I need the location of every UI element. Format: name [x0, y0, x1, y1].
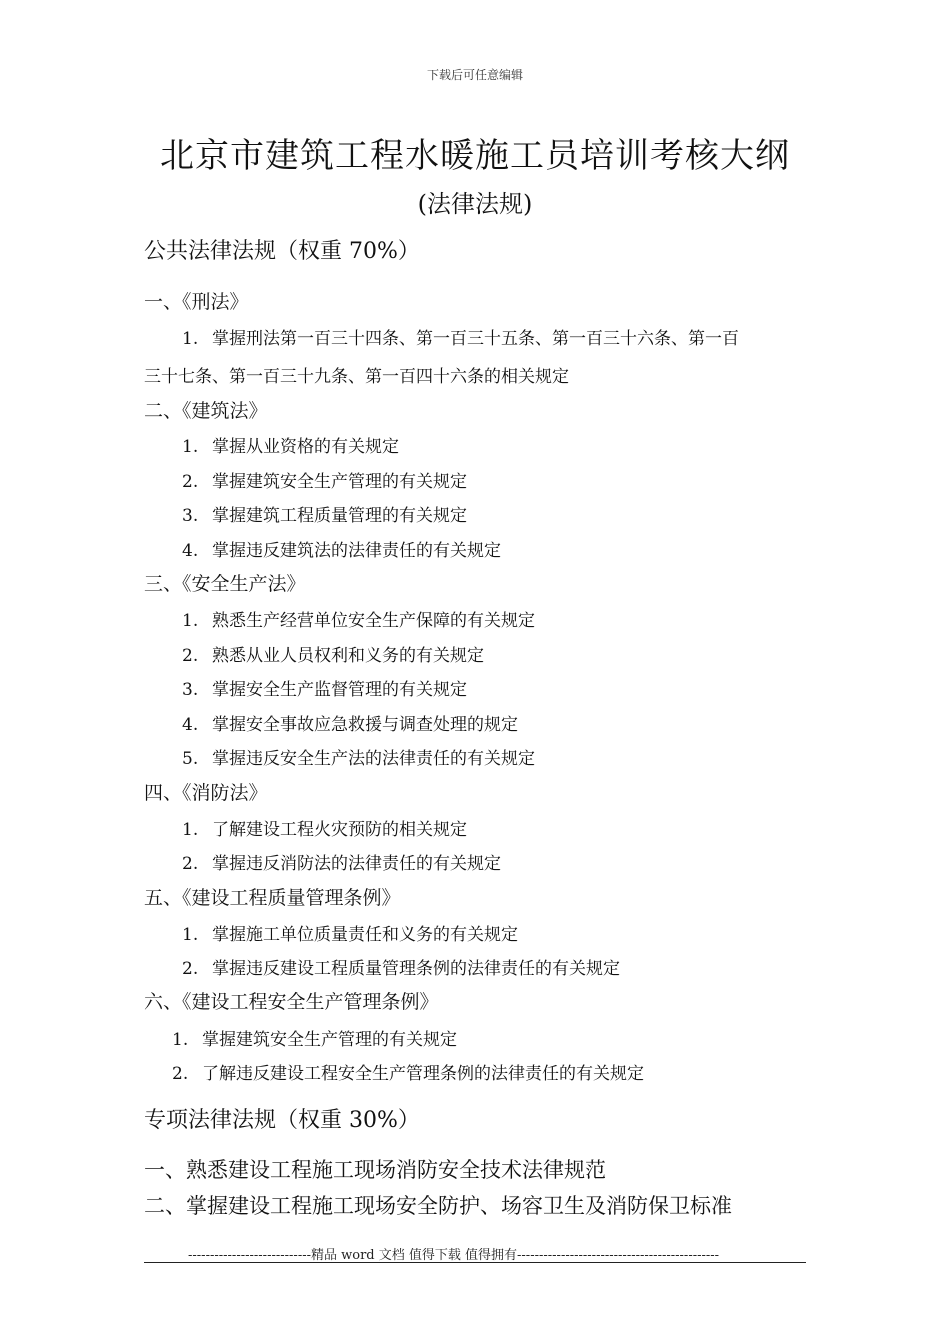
list-item: [182, 920, 518, 945]
list-item: [182, 324, 739, 349]
header-note: 下载后可任意编辑: [426, 68, 523, 82]
item-number: 1.: [182, 820, 199, 840]
law-heading: 一、《刑法》: [144, 291, 249, 313]
item-text: 掌握建筑安全生产管理的有关规定: [212, 472, 467, 492]
list-item: [182, 744, 535, 769]
item-number: 3.: [182, 506, 199, 526]
item-number: 3.: [182, 680, 199, 700]
list-item: [182, 467, 467, 492]
law-heading: 三、《安全生产法》: [144, 573, 306, 595]
list-item: [182, 710, 518, 735]
law-heading: 六、《建设工程安全生产管理条例》: [144, 991, 439, 1013]
item-text: 掌握建筑安全生产管理的有关规定: [202, 1030, 457, 1050]
list-item: [182, 675, 467, 700]
item-number: 4.: [182, 541, 199, 561]
list-item: [182, 849, 501, 874]
item-number: 1.: [182, 611, 199, 631]
item-text: 掌握安全事故应急救援与调查处理的规定: [212, 715, 518, 735]
list-item: [172, 1025, 457, 1050]
item-text: 了解违反建设工程安全生产管理条例的法律责任的有关规定: [202, 1064, 644, 1084]
list-item: [182, 954, 620, 979]
footer-text: ----------------------------精品 word 文档 值得下载 值得拥有----------------------------------------------: [188, 1248, 720, 1263]
item-number: 5.: [182, 749, 199, 769]
item-text: 掌握建筑工程质量管理的有关规定: [212, 506, 467, 526]
item-text: 掌握刑法第一百三十四条、第一百三十五条、第一百三十六条、第一百: [212, 329, 739, 349]
item-number: 2.: [182, 646, 199, 666]
item-text: 掌握违反建设工程质量管理条例的法律责任的有关规定: [212, 959, 620, 979]
list-item: [182, 815, 467, 840]
item-text: 掌握从业资格的有关规定: [212, 437, 399, 457]
item-text-continuation: 三十七条、第一百三十九条、第一百四十六条的相关规定: [144, 367, 569, 387]
item-number: 2.: [182, 472, 199, 492]
item-number: 1.: [182, 925, 199, 945]
list-item: [182, 606, 535, 631]
item-text: 掌握安全生产监督管理的有关规定: [212, 680, 467, 700]
item-text: 熟悉生产经营单位安全生产保障的有关规定: [212, 611, 535, 631]
item-number: 2.: [182, 959, 199, 979]
list-item: [182, 432, 399, 457]
item-number: 1.: [172, 1030, 189, 1050]
item-text: 了解建设工程火灾预防的相关规定: [212, 820, 467, 840]
public-section-heading: 公共法律法规（权重 70%）: [144, 239, 420, 264]
list-item: [182, 536, 501, 561]
document-title: 北京市建筑工程水暖施工员培训考核大纲: [160, 136, 790, 176]
item-text: 掌握施工单位质量责任和义务的有关规定: [212, 925, 518, 945]
list-item: [182, 641, 484, 666]
law-heading: 二、《建筑法》: [144, 400, 268, 422]
item-text: 掌握违反安全生产法的法律责任的有关规定: [212, 749, 535, 769]
item-number: 1.: [182, 329, 199, 349]
item-text: 掌握违反建筑法的法律责任的有关规定: [212, 541, 501, 561]
law-heading: 四、《消防法》: [144, 782, 268, 804]
special-item: 一、熟悉建设工程施工现场消防安全技术法律规范: [144, 1158, 606, 1182]
item-number: 1.: [182, 437, 199, 457]
item-number: 2.: [182, 854, 199, 874]
item-number: 4.: [182, 715, 199, 735]
special-item: 二、掌握建设工程施工现场安全防护、场容卫生及消防保卫标准: [144, 1194, 732, 1218]
list-item: [182, 501, 467, 526]
item-text: 熟悉从业人员权利和义务的有关规定: [212, 646, 484, 666]
item-text: 掌握违反消防法的法律责任的有关规定: [212, 854, 501, 874]
footer-divider: [144, 1262, 806, 1263]
item-number: 2.: [172, 1064, 189, 1084]
document-subtitle: (法律法规): [417, 190, 533, 218]
law-heading: 五、《建设工程质量管理条例》: [144, 887, 401, 909]
list-item: [172, 1059, 644, 1084]
special-section-heading: 专项法律法规（权重 30%）: [144, 1108, 420, 1133]
